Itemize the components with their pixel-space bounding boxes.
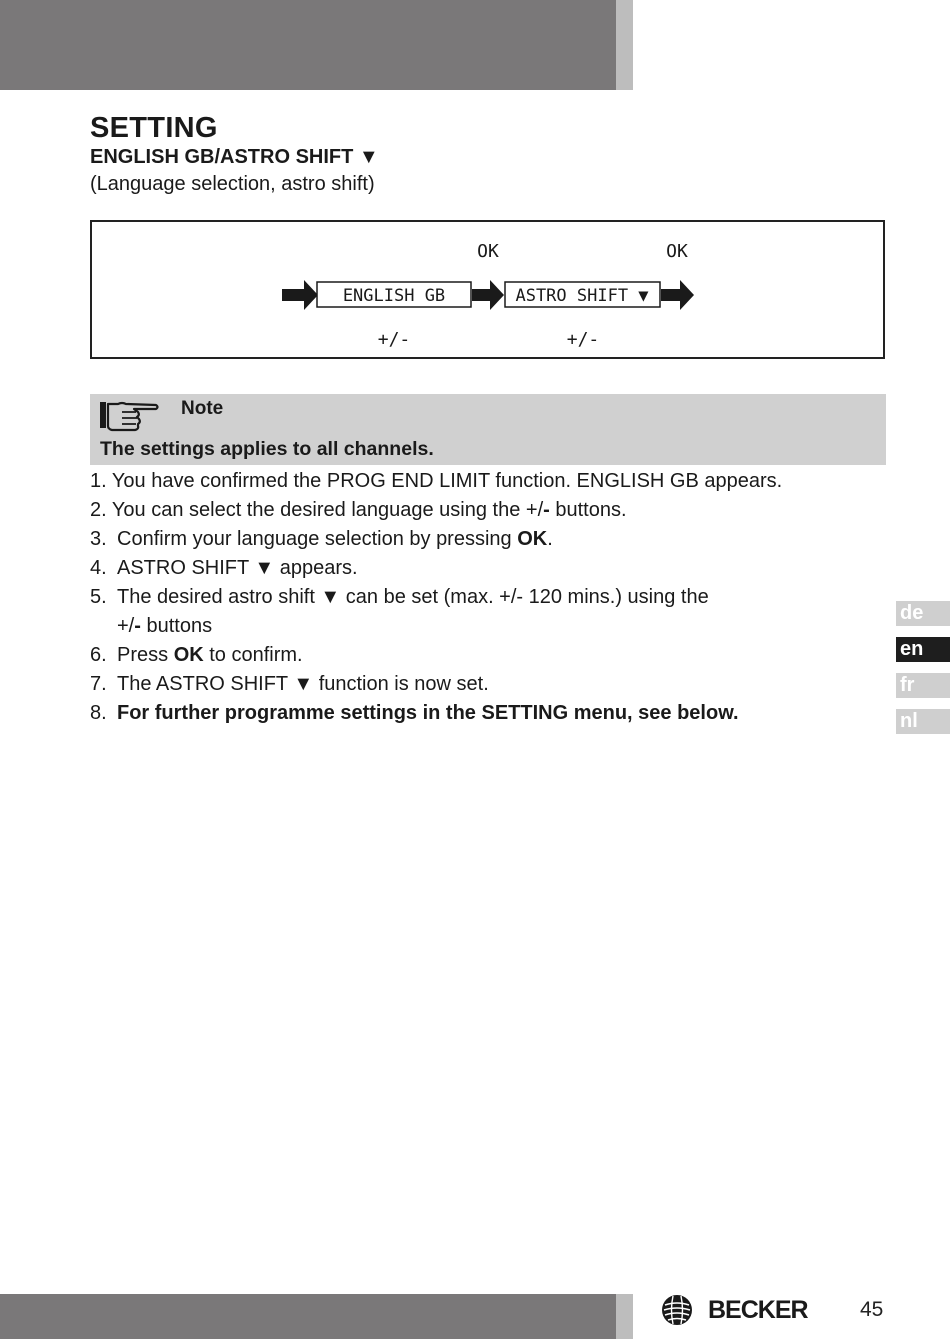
step-text: Press	[117, 644, 174, 666]
brand-footer	[660, 1293, 810, 1329]
note-label: Note	[181, 398, 224, 419]
step-text: buttons.	[549, 499, 627, 521]
page-subtitle: ENGLISH GB/ASTRO SHIFT ▼	[90, 146, 379, 168]
step-text-bold: -	[543, 499, 550, 521]
step-text: For further programme settings in the SETTING menu, see below.	[117, 702, 739, 724]
language-tab-de[interactable]: de	[896, 601, 950, 626]
step-text: to confirm.	[203, 644, 303, 666]
list-item	[90, 670, 890, 699]
step-text: ASTRO SHIFT ▼ appears.	[117, 557, 358, 579]
bottom-band	[0, 1294, 616, 1339]
step-text: You have confirmed the PROG END LIMIT function. ENGLISH GB appears.	[111, 470, 783, 492]
diagram-box-astro-label: ASTRO SHIFT ▼	[515, 286, 649, 306]
pointing-hand-icon	[98, 396, 160, 432]
step-text: buttons	[140, 615, 213, 637]
language-tab-fr[interactable]: fr	[896, 673, 950, 698]
arrow-icon-start	[282, 280, 318, 310]
top-band	[0, 0, 616, 90]
step-number: 1.	[90, 470, 107, 492]
flow-diagram-graphic	[92, 222, 883, 357]
list-item	[90, 496, 890, 525]
page-number: 45	[860, 1298, 884, 1321]
step-text-bold: -	[134, 615, 141, 637]
list-item	[90, 583, 890, 641]
step-text: +/	[117, 615, 135, 637]
list-item	[90, 525, 890, 554]
diagram-ok-label-2: OK	[666, 241, 688, 262]
becker-logo-icon	[660, 1293, 694, 1327]
arrow-icon-end	[661, 280, 694, 310]
language-tab-nl[interactable]: nl	[896, 709, 950, 734]
diagram-ok-label-1: OK	[477, 241, 499, 262]
language-tab-en[interactable]: en	[896, 637, 950, 662]
step-text: The desired astro shift ▼ can be set (max. +/- 120 mins.) using the	[117, 586, 709, 608]
step-text: The ASTRO SHIFT ▼ function is now set.	[117, 673, 489, 695]
step-number: 8.	[90, 702, 107, 724]
step-number: 4.	[90, 557, 107, 579]
step-number: 7.	[90, 673, 107, 695]
bottom-band-edge	[616, 1294, 633, 1339]
list-item	[90, 641, 890, 670]
diagram-plusminus-label-1: +/-	[377, 329, 411, 350]
step-text: You can select the desired language using the +/	[111, 499, 544, 521]
step-list	[90, 467, 890, 728]
note-text: The settings applies to all channels.	[100, 438, 434, 460]
step-text-bold: OK	[517, 528, 548, 550]
step-text: Confirm your language selection by pressing	[117, 528, 518, 550]
brand-name: BECKER	[708, 1296, 808, 1324]
step-number: 6.	[90, 644, 107, 666]
arrow-icon-middle	[472, 280, 504, 310]
page-title: SETTING	[90, 112, 218, 144]
language-tabs	[896, 601, 950, 745]
list-item	[90, 467, 890, 496]
diagram-box-english-label: ENGLISH GB	[342, 286, 446, 306]
step-text: .	[547, 528, 553, 550]
step-number: 2.	[90, 499, 107, 521]
note-box	[90, 394, 886, 465]
page-caption: (Language selection, astro shift)	[90, 173, 375, 195]
step-number: 5.	[90, 586, 107, 608]
step-text-bold: OK	[173, 644, 204, 666]
list-item	[90, 699, 890, 728]
step-number: 3.	[90, 528, 107, 550]
diagram-plusminus-label-2: +/-	[566, 329, 600, 350]
top-band-edge	[616, 0, 633, 90]
flow-diagram	[90, 220, 885, 359]
list-item	[90, 554, 890, 583]
